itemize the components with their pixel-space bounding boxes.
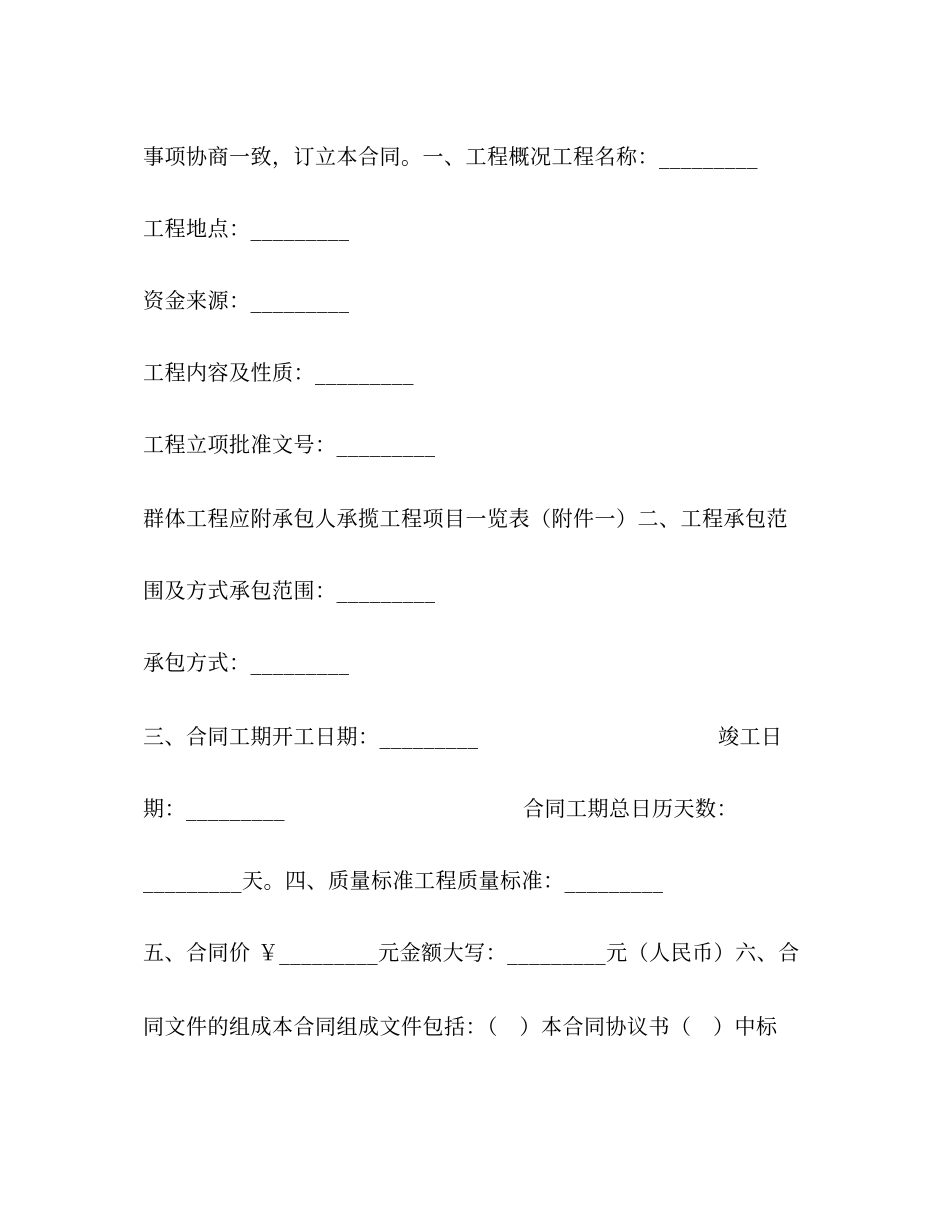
doc-line-3: 资金来源：_________: [143, 289, 350, 313]
completion-date-label: 竣工日: [718, 725, 783, 749]
doc-line-5: 工程立项批准文号：_________: [143, 433, 436, 457]
doc-line-11: _________天。四、质量标准工程质量标准：_________: [143, 869, 664, 893]
total-days-label: 合同工期总日历天数：: [523, 797, 738, 821]
completion-date-field: 期：_________: [143, 797, 285, 821]
doc-line-1: 事项协商一致，订立本合同。一、工程概况工程名称：_________: [143, 145, 758, 169]
doc-line-7: 围及方式承包范围：_________: [143, 579, 436, 603]
doc-line-12: 五、合同价 ￥_________元金额大写：_________元（人民币）六、合: [143, 941, 800, 965]
doc-line-13: 同文件的组成本合同组成文件包括：（ ）本合同协议书（ ）中标: [143, 1015, 778, 1039]
doc-line-4: 工程内容及性质：_________: [143, 361, 414, 385]
doc-line-10: [143, 794, 803, 914]
doc-line-8: 承包方式：_________: [143, 651, 350, 675]
start-date-label: 三、合同工期开工日期：_________: [143, 725, 479, 749]
doc-line-2: 工程地点：_________: [143, 217, 350, 241]
doc-line-6: 群体工程应附承包人承揽工程项目一览表（附件一）二、工程承包范: [143, 507, 788, 531]
